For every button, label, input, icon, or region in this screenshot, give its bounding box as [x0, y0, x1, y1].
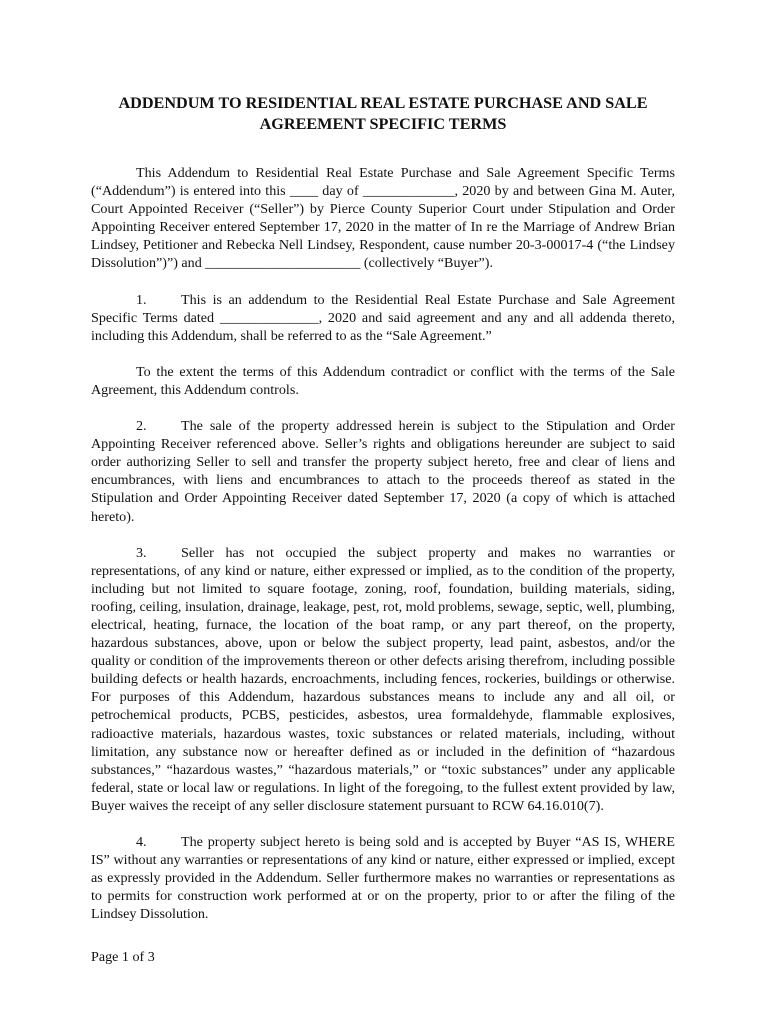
section-4	[91, 833, 675, 923]
section-1-number: 1.	[136, 291, 147, 308]
title-line-1: ADDENDUM TO RESIDENTIAL REAL ESTATE PURCHASE AND SALE	[118, 94, 648, 112]
section-1	[91, 291, 675, 345]
intro-paragraph: This Addendum to Residential Real Estate Purchase and Sale Agreement Specific Terms (“Addendum”) is entered into this ____ day of _____________, 2020 by and between Gina M. Auter, Court Appointed Receiver (“Seller”) by Pierce County Superior Court under Stipulation and Order Appointing Receiver entered September 17, 2020 in the matter of In re the Marriage of Andrew Brian Lindsey, Petitioner and Rebecka Nell Lindsey, Respondent, cause number 20-3-00017-4 (“the Lindsey Dissolution”)”) and ______________________ (collectively “Buyer”).	[91, 165, 675, 272]
section-2-text: The sale of the property addressed herein is subject to the Stipulation and Order Appointing Receiver referenced above. Seller’s rights and obligations hereunder are subject to said order authorizing Seller to sell and transfer the property subject hereto, free and clear of liens and encumbrances, with liens and encumbrances to attach to the proceeds thereof as stated in the Stipulation and Order Appointing Receiver dated September 17, 2020 (a copy of which is attached hereto).	[91, 418, 675, 525]
section-3-number: 3.	[136, 544, 147, 561]
document-title	[91, 93, 675, 135]
section-4-number: 4.	[136, 834, 147, 850]
document-body	[91, 93, 675, 941]
section-2	[91, 417, 675, 526]
section-1-text: This is an addendum to the Residential Real Estate Purchase and Sale Agreement Specific Terms dated ______________, 2020 and said agreement and any and all addenda thereto, including this Addendum, shall be referred to as the “Sale Agreement.”	[91, 291, 675, 344]
title-line-2: AGREEMENT SPECIFIC TERMS	[259, 115, 507, 133]
section-4-text: The property subject hereto is being sold and is accepted by Buyer “AS IS, WHERE IS” without any warranties or representations of any kind or nature, either expressed or implied, except as expressly provided in the Addendum. Seller furthermore makes no warranties or representations as to permits for construction work performed at or on the property, prior to or after the filing of the Lindsey Dissolution.	[91, 834, 675, 923]
page-number-footer: Page 1 of 3	[91, 949, 155, 965]
section-3	[91, 544, 675, 815]
section-3-text: Seller has not occupied the subject property and makes no warranties or representations, of any kind or nature, either expressed or implied, as to the condition of the property, including but not limited to square footage, zoning, roof, foundation, building materials, siding, roofing, ceiling, insulation, drainage, leakage, pest, rot, mold problems, sewage, septic, well, plumbing, electrical, heating, furnace, the location of the boat ramp, or any part thereof, on the property, hazardous substances, above, upon or below the subject property, lead paint, asbestos, and/or the quality or condition of the improvements thereon or other defects arising therefrom, including possible building defects or health hazards, encroachments, including fences, rockeries, buildings or otherwise. For purposes of this Addendum, hazardous substances means to include any and all oil, or petrochemical products, PCBS, pesticides, asbestos, urea formaldehyde, flammable explosives, radioactive materials, hazardous wastes, toxic substances or related materials, including, without limitation, any substance now or hereafter defined as or included in the definition of “hazardous substances,” “hazardous wastes,” “hazardous materials,” or “toxic substances” under any applicable federal, state or local law or regulations. In light of the foregoing, to the fullest extent provided by law, Buyer waives the receipt of any seller disclosure statement pursuant to RCW 64.16.010(7).	[91, 544, 675, 814]
controls-paragraph: To the extent the terms of this Addendum contradict or conflict with the terms of the Sale Agreement, this Addendum controls.	[91, 363, 675, 398]
section-2-number: 2.	[136, 418, 147, 435]
